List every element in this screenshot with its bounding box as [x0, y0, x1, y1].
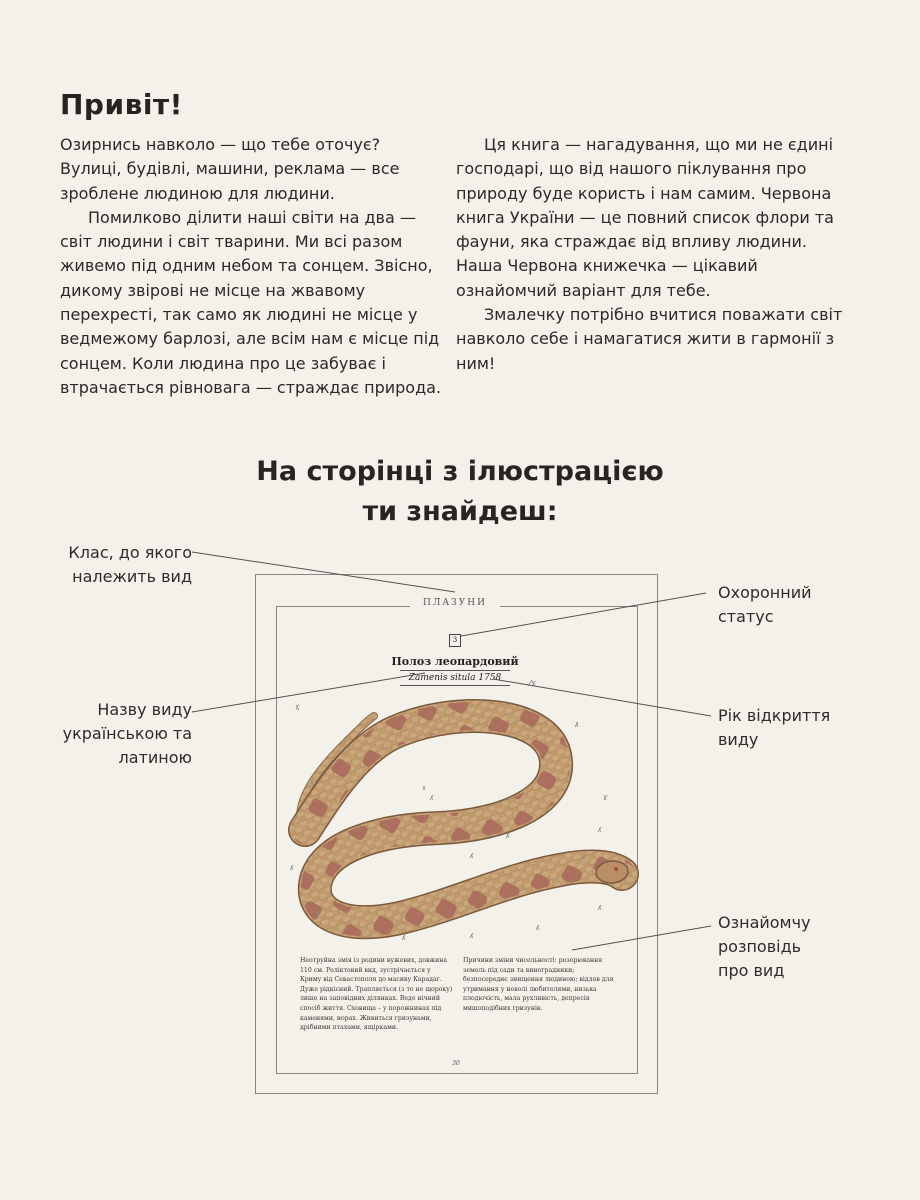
section-heading-line: ти знайдеш:: [362, 496, 558, 527]
sample-species-name: Полоз леопардовий: [391, 655, 519, 668]
snake-illustration: [290, 680, 629, 940]
sample-page-number: 30: [452, 1060, 460, 1067]
sample-description: Неотруйна змія із родини вужевих, довжина 110 см. Реліктовий вид, зустрічається у Криму від Севастополя до масиву Карадаг. Дуже рідкісний. Трапляється (з те не щороку) лише на заповідних ділянках. Веде нічний спосіб життя. Сховища – у порожнинах під каменями, норах. Живиться гризунами, дрібними птахами, ящірками.: [300, 957, 453, 1032]
sample-threats: Причини зміни чисельності: розорювання земель під сади та виноградники; безпосереднє знищення людиною; відлов для утримання у неволі любителями, низька плодючість, мала рухливість, депресія мишоподібних гризунів.: [463, 957, 614, 1012]
annotation-class: Клас, до якого належить вид: [68, 543, 192, 586]
sample-latin-name: Zamenis situla 1758: [400, 670, 510, 686]
callout-line-intro: [572, 926, 711, 950]
intro-paragraph: Помилково ділити наші світи на два — світ людини і світ тварини. Ми всі разом живемо під одним небом та сонцем. Звісно, дикому звірові не місце на жвавому перехресті, так само як людині не місце у ведмежому барлозі, але всім нам є місце під сонцем. Коли людина про це забуває і втрачається рівновага — страждає природа.: [60, 207, 442, 397]
annotation-status: Охоронний статус: [718, 583, 812, 626]
annotation-species-name: Назву виду українською та латиною: [62, 700, 192, 767]
section-heading-line: На сторінці з ілюстрацією: [256, 456, 664, 487]
intro-paragraph: Озирнись навколо — що тебе оточує? Вулиці, будівлі, машини, реклама — все зроблене людиною для людини.: [60, 135, 400, 203]
snake-eye: [614, 867, 618, 871]
callout-line-status: [461, 593, 706, 636]
annotation-intro-story: Ознайомчу розповідь про вид: [718, 913, 811, 980]
annotation-discovery-year: Рік відкриття виду: [718, 706, 831, 749]
intro-paragraph: Змалечку потрібно вчитися поважати світ навколо себе і намагатися жити в гармонії з ним!: [456, 305, 843, 373]
intro-paragraph: Ця книга — нагадування, що ми не єдині господарі, що від нашого піклування про природу буде користь і нам самим. Червона книга України — це повний список флори та фауни, яка страждає від впливу людини. Наша Червона книжечка — цікавий ознайомчий варіант для тебе.: [456, 135, 834, 300]
sample-class-name: ПЛАЗУНИ: [410, 598, 500, 608]
sample-status-badge: 3: [449, 634, 461, 647]
callout-line-name: [192, 673, 425, 712]
greeting-title: Привіт!: [60, 88, 183, 121]
callout-line-class: [192, 552, 455, 592]
